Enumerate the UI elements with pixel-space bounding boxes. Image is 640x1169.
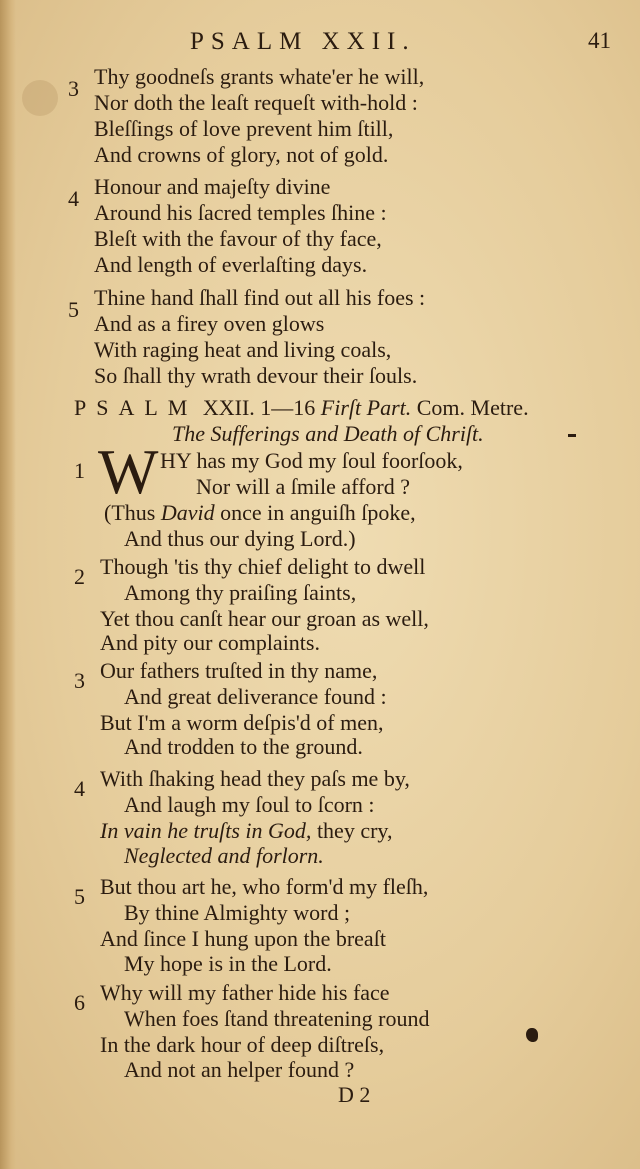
- verse-line: With raging heat and living coals,: [94, 337, 392, 362]
- ink-blot: [526, 1028, 538, 1042]
- psalm-verses: 1—16: [260, 395, 316, 420]
- page-gutter: [0, 0, 16, 1169]
- psalm-heading: [74, 395, 529, 421]
- verse-line: Bleſſings of love prevent him ſtill,: [94, 116, 394, 141]
- verse-line: In vain he truſts in God, they cry,: [100, 818, 393, 843]
- verse-line: Neglected and forlorn.: [124, 843, 324, 868]
- verse-line: But I'm a worm deſpis'd of men,: [100, 710, 384, 735]
- page-stain: [22, 80, 58, 116]
- verse-line: When foes ſtand threatening round: [124, 1006, 430, 1031]
- verse-line: My hope is in the Lord.: [124, 951, 332, 976]
- verse-number: 4: [68, 186, 79, 211]
- verse-line: Thine hand ſhall find out all his foes :: [94, 285, 426, 310]
- verse-line: And trodden to the ground.: [124, 734, 363, 759]
- psalm-metre: Com. Metre.: [416, 395, 529, 420]
- verse-line: And laugh my ſoul to ſcorn :: [124, 792, 375, 817]
- verse-line: With ſhaking head they paſs me by,: [100, 766, 410, 791]
- verse-line: Thy goodneſs grants whate'er he will,: [94, 64, 425, 89]
- verse-line: In the dark hour of deep diſtreſs,: [100, 1032, 385, 1057]
- psalm-subtitle: The Sufferings and Death of Chriſt.: [172, 421, 484, 446]
- verse-number: 3: [68, 76, 79, 101]
- verse-line: Bleſt with the favour of thy face,: [94, 226, 382, 251]
- verse-line: Why will my father hide his face: [100, 980, 390, 1005]
- verse-line: Among thy praiſing ſaints,: [124, 580, 357, 605]
- verse-line: Nor will a ſmile afford ?: [196, 474, 411, 499]
- verse-line: Though 'tis thy chief delight to dwell: [100, 554, 426, 579]
- page-header: [0, 28, 640, 58]
- psalm-numeral: XXII.: [202, 395, 255, 420]
- verse-line: And crowns of glory, not of gold.: [94, 142, 389, 167]
- verse-line: And great deliverance found :: [124, 684, 387, 709]
- psalm-label: PSALM: [74, 395, 198, 420]
- verse-line: And as a firey oven glows: [94, 311, 325, 336]
- verse-line: HY has my God my ſoul foorſook,: [160, 448, 463, 473]
- verse-number: 2: [74, 564, 85, 589]
- verse-number: 5: [68, 297, 79, 322]
- verse-number: 3: [74, 668, 85, 693]
- verse-line: By thine Almighty word ;: [124, 900, 351, 925]
- verse-line: And ſince I hung upon the breaſt: [100, 926, 386, 951]
- verse-line: (Thus David once in anguiſh ſpoke,: [104, 500, 416, 525]
- verse-line: Yet thou canſt hear our groan as well,: [100, 606, 429, 631]
- verse-line: And length of everlaſting days.: [94, 252, 368, 277]
- verse-line: Our fathers truſted in thy name,: [100, 658, 378, 683]
- drop-capital: W: [98, 436, 159, 507]
- verse-line: Honour and majeſty divine: [94, 174, 331, 199]
- margin-mark: [568, 434, 576, 437]
- verse-number: 1: [74, 458, 85, 483]
- verse-number: 4: [74, 776, 85, 801]
- verse-line: And pity our complaints.: [100, 630, 320, 655]
- running-title: PSALM XXII.: [190, 28, 416, 55]
- verse-line: And not an helper found ?: [124, 1057, 355, 1082]
- page-number: 41: [588, 28, 611, 53]
- verse-line: But thou art he, who form'd my fleſh,: [100, 874, 429, 899]
- signature-mark: D 2: [338, 1082, 371, 1107]
- verse-line: Around his ſacred temples ſhine :: [94, 200, 387, 225]
- psalm-part: Firſt Part.: [320, 395, 412, 420]
- verse-number: 6: [74, 990, 85, 1015]
- verse-line: Nor doth the leaſt requeſt with-hold :: [94, 90, 418, 115]
- verse-line: And thus our dying Lord.): [124, 526, 356, 551]
- verse-line: So ſhall thy wrath devour their ſouls.: [94, 363, 418, 388]
- verse-number: 5: [74, 884, 85, 909]
